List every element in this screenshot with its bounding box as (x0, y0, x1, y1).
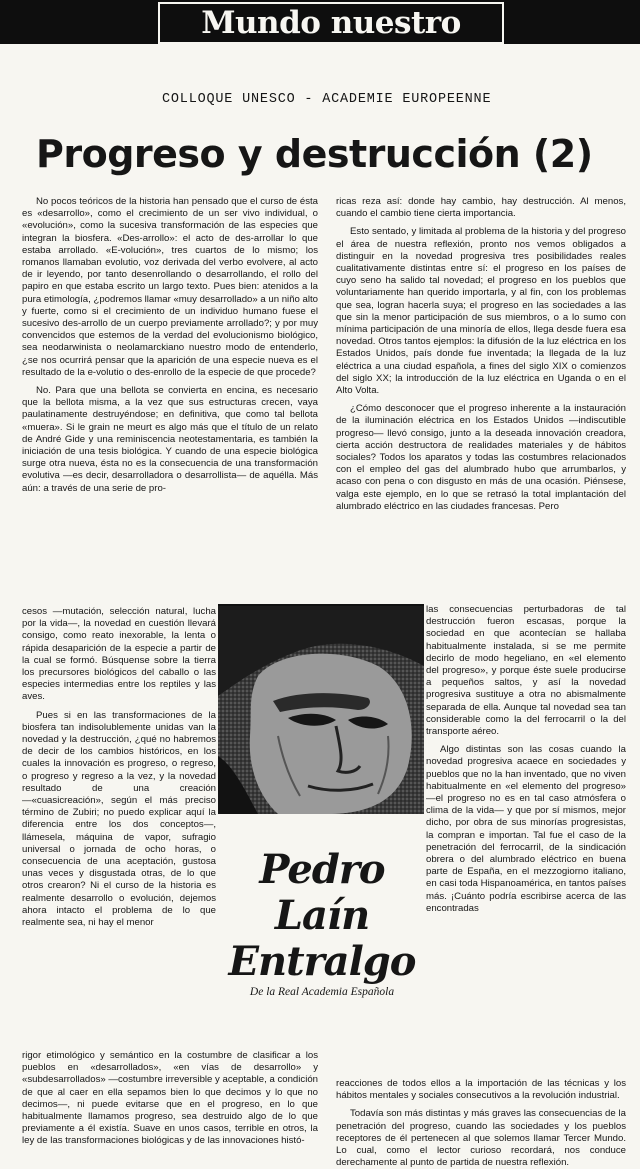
author-first-name: Pedro (259, 846, 385, 893)
article-column-right-bottom (336, 1078, 626, 1169)
author-photo (218, 604, 424, 814)
article-paragraph: Pues si en las transformaciones de la biosfera tan indisolublemente unidas van la novedad y la destrucción, ¿qué no habremos de decir de los cambios históricos, en los cuales la innovación es progreso, o regreso, o progreso y regreso a la vez, y la novedad resultado de una creación —«cuasicreación», según el más preciso término de Zubiri; no puedo explicar aquí la diferencia entre los dos conceptos—, llámesela, máquina de vapor, sufragio universal o jornada de ocho horas, o consecuencia de una aceptación, gustosa unas veces y disgustada otras, de lo que otros crearon? Ni el curso de la historia es realmente desarrollo o evolución, dejemos ahora intacto el problema de lo que realmente sea, ni hay el menor (22, 709, 216, 929)
author-surname-2: Entralgo (228, 938, 416, 985)
article-paragraph: reacciones de todos ellos a la importación de las técnicas y los hábitos mentales y sociales consecutivos a la revolución industrial. (336, 1078, 626, 1102)
article-column-left-top (22, 196, 318, 606)
masthead-box (158, 2, 504, 44)
kicker: COLLOQUE UNESCO - ACADEMIE EUROPEENNE (162, 92, 492, 107)
author-byline (222, 846, 422, 1006)
author-surname-1: Laín (274, 892, 370, 939)
author-affiliation: De la Real Academia Española (249, 986, 395, 998)
article-paragraph: Esto sentado, y limitada al problema de la historia y del progreso el área de nuestra reflexión, pronto nos vemos obligados a distinguir en la novedad progresiva tres posibilidades reales cualitativamente distintas entre sí: el progreso en los países de cuyo seno ha salido tal novedad; el progreso en los pueblos que voluntariamente han querido importarla, y al fin, con los problemas que sea, logran hacerla suya; el progreso en las sociedades a las que sin la menor participación de sus miembros, o a lo sumo con mínima participación de una minoría de ellos, llega desde fuera esa novedad. Otros tantos ejemplos: la difusión de la luz eléctrica en los Estados Unidos, país donde fue inventada; la llegada de la luz eléctrica a una ciudad española, a fines del siglo XIX o comienzos del siglo XX; la introducción de la luz eléctrica en Uganda o en el Alto Volta. (336, 226, 626, 397)
article-paragraph: No. Para que una bellota se convierta en encina, es necesario que la bellota misma, a la vez que sus estructuras crecen, vaya paulatinamente destruyéndose; en definitiva, que como tal bellota «muera». Si le grain ne meurt es algo más que el título de un relato de André Gide y una reminiscencia neotestamentaria, es también la iniciación de una tesis biológica. Y cuando de una especie biológica surge otra nueva, ésta no es la consecuencia de una transformación evolutiva —es decir, desarrolladora o desarrollista— de aquélla. Más aún: a través de una serie de pro- (22, 385, 318, 494)
article-paragraph: rigor etimológico y semántico en la costumbre de clasificar a los pueblos en «desarrollados», «en vías de desarrollo» y «subdesarrollados» —costumbre irreversible y aceptable, a condición de que al caer en ella sepamos bien lo que decimos y lo que no decimos—, ni puede evitarse que en el progreso, en lo que habitualmente llamamos progreso, sea destruido algo de lo que previamente a él existía. Suave en unos casos, terrible en otros, la ley de las transformaciones biológicas y de las innovaciones histó- (22, 1050, 318, 1147)
article-paragraph: ¿Cómo desconocer que el progreso inherente a la instauración de la iluminación eléctrica en los Estados Unidos —indiscutible progreso— llevó consigo, junto a la deseada innovación creadora, cierta acción destructora de realidades materiales y de hábitos sociales? Todos los aparatos y todas las costumbres relacionados con el empleo del gas del alumbrado hubo que arrumbarlos, y acaso con pena o con disgusto en más de una ocasión. Piénsese, valga este ejemplo, en lo que se retrasó la total implantación del alumbrado eléctrico en las ciudades francesas. Pero (336, 403, 626, 512)
article-paragraph: cesos —mutación, selección natural, lucha por la vida—, la novedad en cuestión llevará consigo, como reato inexorable, la lenta o rápida desaparición de la especie a partir de la cual se formó. Búsquense sobre la tierra los precursores biológicos del caballo o las especies intermedias entre los reptiles y las aves. (22, 606, 216, 703)
article-paragraph: Todavía son más distintas y más graves las consecuencias de la penetración del progreso, cuando las sociedades y los pueblos receptores de él pertenecen al que solemos llamar Tercer Mundo. Lo cual, como el lector curioso recordará, nos conduce derechamente al punto de partida de nuestra reflexión. (336, 1108, 626, 1169)
headline: Progreso y destrucción (2) (36, 132, 593, 176)
article-paragraph: ricas reza así: donde hay cambio, hay destrucción. Al menos, cuando el cambio tiene cierta importancia. (336, 196, 626, 220)
article-paragraph: las consecuencias perturbadoras de tal destrucción fueron escasas, porque la sociedad en que acontecían se hallaba habitualmente instalada, si se me permite decirlo de modo hegeliano, en «el elemento del progreso», y porque éste suele producirse a pequeños saltos, y así la novedad progresiva sustituye a otra no abismalmente separada de ella. Aunque tal novedad sea tan considerable como la del ferrocarril o la del transporte aéreo. (426, 604, 626, 738)
article-column-left-bottom (22, 1050, 318, 1162)
section-title: Mundo nuestro (201, 5, 461, 41)
article-paragraph: Algo distintas son las cosas cuando la novedad progresiva acaece en sociedades y pueblos que no la han inventado, que no viven habitualmente en «el elemento del progreso» —el progreso no es en tal caso atmósfera o clima de la vida— y que por sí mismos, mejor dicho, por obra de sus minorías progresistas, la compran e importan. Tal fue el caso de la penetración del ferrocarril, de la sindicación obrera o del alumbrado eléctrico en buena parte de España, en el mezzogiorno italiano, en casi toda Hispanoamérica, en tantos países más. ¡Cuánto podría escribirse acerca de las encontradas (426, 744, 626, 914)
article-column-right-top (336, 196, 626, 604)
article-column-left-mid (22, 606, 216, 1050)
article-paragraph: No pocos teóricos de la historia han pensado que el curso de ésta es «desarrollo», como el crecimiento de un ser vivo individual, o «evolución», como la sucesiva transformación de las especies que integran la biosfera. «Des-arrollo»: el acto de des-arrollar lo que estaba arrollado. «E-volución», tres cuartos de lo mismo; los romanos llamaban evolutio, voz derivada del verbo evolvere, al acto de ir leyendo, por tanto desenrollando o desarrollando, el rollo del papiro en que estaba escrito un largo texto. Pues bien: atenidos a la pura etimología, ¿podremos llamar «muy desarrollado» a un niño alto y fuerte, como si el crecimiento de un individuo humano fuese el sucesivo des-arrollo de un cuerpo previamente arrollado?; y por muy convencidos que estemos de la verdad del evolucionismo biológico, sea neodarwinista o neolamarckiano nuestro modo de entenderlo, ¿se nos ocurrirá pensar que la aparición de una especie nueva es el resultado de la e-volutio o des-enrollo de la especie de que procede? (22, 196, 318, 378)
author-portrait-image (218, 606, 424, 814)
article-column-right-mid (426, 604, 626, 1078)
